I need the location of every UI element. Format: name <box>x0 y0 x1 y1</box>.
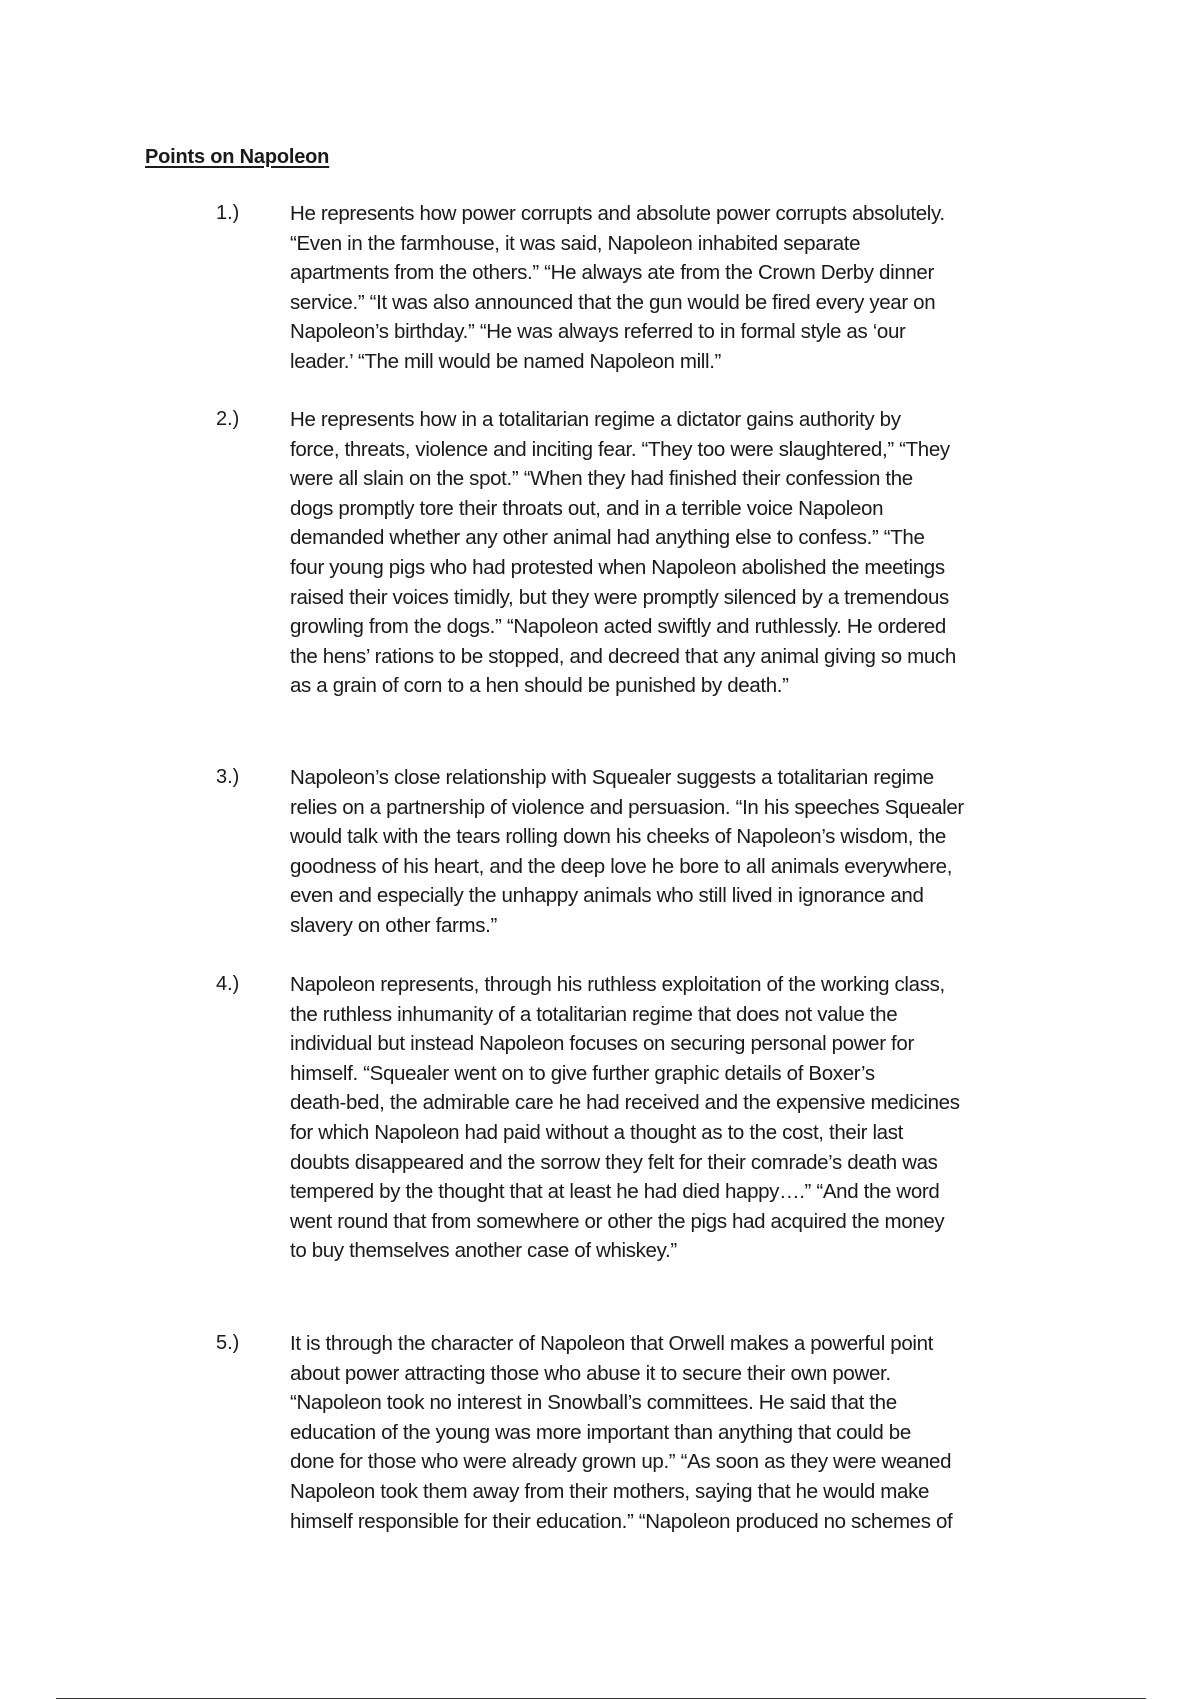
point-item <box>216 405 1076 701</box>
point-text <box>290 405 1076 701</box>
point-item <box>216 763 1076 941</box>
text-line: the hens’ rations to be stopped, and decreed that any animal giving so much <box>290 644 956 668</box>
point-text <box>290 1329 1076 1536</box>
point-number: 1.) <box>216 202 240 224</box>
text-line: dogs promptly tore their throats out, and in a terrible voice Napoleon <box>290 496 884 520</box>
text-line: Napoleon’s birthday.” “He was always referred to in formal style as ‘our <box>290 320 906 344</box>
footer-divider <box>56 1698 1146 1699</box>
text-line: growling from the dogs.” “Napoleon acted swiftly and ruthlessly. He ordered <box>290 615 946 639</box>
text-line: demanded whether any other animal had anything else to confess.” “The <box>290 526 925 550</box>
text-line: goodness of his heart, and the deep love he bore to all animals everywhere, <box>290 854 953 878</box>
point-number: 5.) <box>216 1332 240 1354</box>
text-line: force, threats, violence and inciting fear. “They too were slaughtered,” “They <box>290 437 950 461</box>
text-line: himself. “Squealer went on to give further graphic details of Boxer’s <box>290 1061 875 1085</box>
text-line: Napoleon took them away from their mothers, saying that he would make <box>290 1479 930 1503</box>
point-number: 4.) <box>216 973 240 995</box>
point-text <box>290 199 1076 377</box>
text-line: Napoleon represents, through his ruthless exploitation of the working class, <box>290 973 945 996</box>
text-line: for which Napoleon had paid without a thought as to the cost, their last <box>290 1120 903 1144</box>
text-line: He represents how power corrupts and absolute power corrupts absolutely. <box>290 202 945 225</box>
text-line: education of the young was more important than anything that could be <box>290 1420 911 1444</box>
text-line: Napoleon’s close relationship with Squealer suggests a totalitarian regime <box>290 766 934 789</box>
point-item <box>216 970 1076 1266</box>
text-line: about power attracting those who abuse it to secure their own power. <box>290 1361 891 1385</box>
text-line: service.” “It was also announced that the gun would be fired every year on <box>290 290 936 314</box>
text-line: four young pigs who had protested when Napoleon abolished the meetings <box>290 555 945 579</box>
text-line: to buy themselves another case of whiskey.” <box>290 1239 677 1263</box>
text-line: relies on a partnership of violence and persuasion. “In his speeches Squealer <box>290 795 964 819</box>
text-line: death-bed, the admirable care he had received and the expensive medicines <box>290 1091 960 1115</box>
text-line: “Napoleon took no interest in Snowball’s committees. He said that the <box>290 1391 897 1415</box>
text-line: apartments from the others.” “He always ate from the Crown Derby dinner <box>290 261 934 285</box>
point-number: 3.) <box>216 766 240 788</box>
text-line: doubts disappeared and the sorrow they felt for their comrade’s death was <box>290 1150 938 1174</box>
point-text <box>290 970 1076 1266</box>
text-line: even and especially the unhappy animals who still lived in ignorance and <box>290 884 924 908</box>
text-line: went round that from somewhere or other the pigs had acquired the money <box>290 1209 945 1233</box>
text-line: were all slain on the spot.” “When they had finished their confession the <box>290 467 913 491</box>
text-line: individual but instead Napoleon focuses on securing personal power for <box>290 1032 914 1056</box>
text-line: “Even in the farmhouse, it was said, Napoleon inhabited separate <box>290 231 861 255</box>
point-number: 2.) <box>216 408 240 430</box>
text-line: slavery on other farms.” <box>290 913 497 937</box>
page-title: Points on Napoleon <box>145 146 330 168</box>
text-line: leader.’ “The mill would be named Napoleon mill.” <box>290 349 722 373</box>
point-item <box>216 199 1076 377</box>
text-line: himself responsible for their education.” “Napoleon produced no schemes of <box>290 1509 953 1533</box>
text-line: It is through the character of Napoleon that Orwell makes a powerful point <box>290 1332 933 1355</box>
text-line: the ruthless inhumanity of a totalitarian regime that does not value the <box>290 1002 898 1026</box>
text-line: would talk with the tears rolling down his cheeks of Napoleon’s wisdom, the <box>290 825 946 849</box>
text-line: He represents how in a totalitarian regime a dictator gains authority by <box>290 408 901 431</box>
point-text <box>290 763 1076 941</box>
text-line: done for those who were already grown up.” “As soon as they were weaned <box>290 1450 952 1474</box>
text-line: raised their voices timidly, but they were promptly silenced by a tremendous <box>290 585 949 609</box>
text-line: as a grain of corn to a hen should be punished by death.” <box>290 674 789 698</box>
text-line: tempered by the thought that at least he had died happy….” “And the word <box>290 1180 940 1204</box>
point-item <box>216 1329 1076 1536</box>
